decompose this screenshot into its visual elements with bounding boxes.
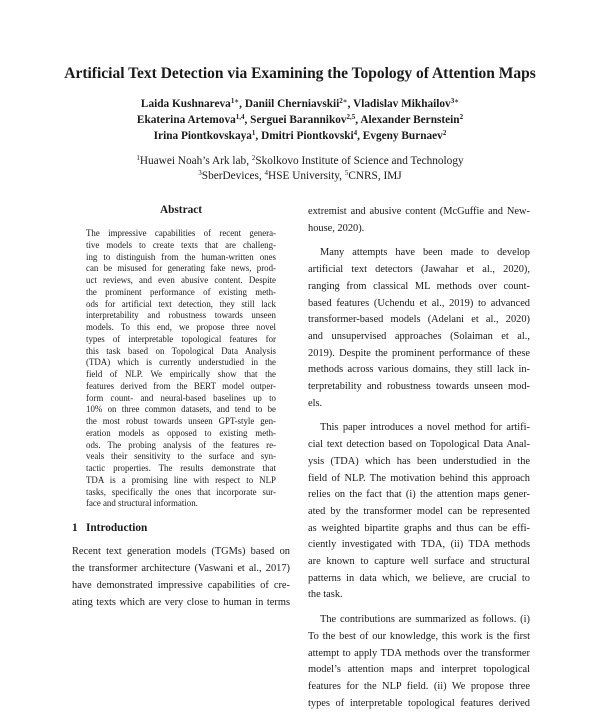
author-line: [0, 112, 600, 128]
abstract-line: can be misused for generating fake news, prod-: [86, 263, 276, 274]
body-line: the task.: [308, 589, 343, 601]
body-line: attempt to apply TDA methods over the transformer: [308, 647, 530, 659]
body-line: terpretability and robustness towards unseen mod-: [308, 381, 530, 393]
abstract-line: features derived from the BERT model outper-: [86, 380, 276, 391]
paper-title: Artificial Text Detection via Examining the Topology of Attention Maps: [64, 65, 536, 82]
introduction-body: [72, 543, 290, 611]
section-number: 1: [72, 522, 78, 534]
affiliation-mark: 2: [251, 154, 256, 162]
author: [357, 130, 446, 142]
author-name: Serguei Barannikov: [250, 114, 347, 126]
body-line: methods across various domains, they still lack in-: [308, 364, 530, 376]
abstract-line: form count- and neural-based baselines up to: [86, 392, 276, 403]
body-line: The contributions are summarized as follows. (i): [320, 614, 530, 626]
author-affiliation-mark: 2∗: [339, 97, 348, 105]
abstract-line: veals their sensitivity to the surface and syn-: [86, 451, 276, 462]
body-line: transformer-based models (Adelani et al., 2020): [308, 314, 530, 326]
abstract-line: ods for artificial text detection, they still lack: [86, 298, 276, 309]
author: [245, 114, 356, 126]
affiliation-line: [0, 154, 600, 169]
abstract-line: ods. The probing analysis of the features re-: [86, 439, 276, 450]
author-name: Dmitri Piontkovski: [261, 130, 354, 142]
affiliation-name: CNRS, IMJ: [348, 170, 402, 182]
author-name: Ekaterina Artemova: [136, 114, 236, 126]
affiliation-mark: 1: [136, 154, 140, 162]
body-line: and unsupervised approaches (Solaiman et al.,: [308, 330, 530, 342]
affiliation-name: HSE University: [268, 170, 340, 182]
body-line: are known to capture well surface and structural: [308, 556, 530, 568]
author-affiliation-mark: 4: [353, 129, 358, 137]
body-line: features for the NLP field. (ii) We propose three: [308, 680, 530, 692]
author-line: [0, 96, 600, 112]
affiliation-mark: 4: [264, 169, 269, 177]
author-line: [0, 128, 600, 144]
paragraph: [308, 245, 530, 412]
body-line: extremist and abusive content (McGuffie and New-: [308, 206, 530, 217]
abstract-line: face and structural information.: [86, 498, 198, 509]
author: [239, 98, 347, 110]
paragraph: [308, 204, 530, 237]
affiliation: [136, 155, 246, 167]
abstract-line: tive models to create texts that are challeng-: [86, 239, 276, 250]
paragraph: [308, 420, 530, 604]
abstract-heading: Abstract: [159, 204, 203, 216]
body-line: cial text detection based on Topological Data Anal-: [308, 439, 530, 451]
author-name: Alexander Bernstein: [360, 114, 460, 126]
affiliation: [339, 170, 402, 182]
body-line: artificial text detectors (Jawahar et al., 2020),: [308, 264, 530, 276]
affiliation-list: [0, 154, 600, 184]
body-line: To the best of our knowledge, this work is the first: [308, 630, 530, 642]
body-line: Many attempts have been made to develop: [320, 247, 530, 259]
author-name: Laida Kushnareva: [140, 98, 231, 110]
abstract-line: (TDA) which is currently understudied in the: [86, 357, 276, 368]
body-line: patterns in data which, we believe, are crucial to: [308, 572, 530, 584]
affiliation-line: [0, 169, 600, 184]
author-affiliation-mark: 2,5: [346, 113, 356, 121]
body-line: This paper introduces a novel method for artifi-: [320, 422, 530, 434]
author: [154, 130, 256, 142]
author-name: Vladislav Mikhailov: [353, 98, 451, 110]
body-line: house, 2020).: [308, 222, 365, 234]
author: [137, 114, 245, 126]
author-list: [0, 96, 600, 144]
author-name: Evgeny Burnaev: [362, 130, 443, 142]
abstract-line: the prominent performance of existing meth-: [86, 286, 276, 297]
affiliation-name: Skolkovo Institute of Science and Technology: [255, 155, 464, 167]
body-line: relies on the fact that (i) the attention maps gener-: [308, 489, 530, 501]
author: [141, 98, 239, 110]
abstract-line: interpretability and robustness towards unseen: [86, 310, 276, 321]
abstract-line: TDA is a promising line with respect to NLP: [86, 474, 276, 485]
author-name: Daniil Cherniavskii: [244, 98, 340, 110]
abstract-line: tactic properties. The results demonstrate that: [86, 463, 276, 473]
abstract-body: [86, 228, 276, 510]
affiliation-name: SberDevices: [201, 170, 259, 182]
affiliation: [246, 155, 463, 167]
body-line: 2019). Despite the prominent performance of these: [308, 347, 530, 359]
abstract-line: models. To this end, we propose three novel: [86, 322, 276, 332]
abstract-line: field of NLP. We empirically show that the: [86, 369, 276, 379]
abstract-line: the most robust towards unseen GPT-style gen-: [86, 416, 276, 426]
author: [255, 130, 357, 142]
introduction-heading: [72, 522, 290, 538]
body-line: types of interpretable topological features derived: [308, 697, 530, 709]
section-title: Introduction: [86, 522, 148, 534]
abstract-line: eration models as opposed to existing meth-: [86, 427, 276, 438]
body-line: ciently investigated with TDA, (ii) TDA methods: [308, 539, 530, 551]
author: [355, 114, 463, 126]
abstract-line: types of interpretable topological features for: [86, 333, 276, 344]
abstract-line: uct reviews, and even abusive content. Despite: [86, 275, 276, 285]
body-line: ranging from classical ML methods over count-: [308, 280, 530, 292]
body-line: ating texts which are very close to human in terms: [72, 597, 290, 609]
author-name: Irina Piontkovskaya: [153, 130, 252, 142]
body-line: els.: [308, 397, 323, 409]
author-affiliation-mark: 1∗: [230, 97, 240, 105]
body-line: model’s attention maps and interpret topological: [308, 664, 530, 676]
abstract-line: tasks, specifically the ones that incorporate sur-: [86, 486, 276, 497]
body-line: field of NLP. The motivation behind this approach: [308, 472, 530, 484]
affiliation-name: Huawei Noah’s Ark lab: [139, 155, 247, 167]
abstract-line: 10% on three common datasets, and tend to be: [86, 404, 276, 415]
body-line: Recent text generation models (TGMs) based on: [72, 546, 290, 557]
author-affiliation-mark: 2: [442, 129, 447, 137]
right-column: [308, 204, 530, 712]
abstract-line: ing to distinguish from the human-written ones: [86, 251, 276, 262]
body-line: the transformer architecture (Vaswani et al., 2017): [72, 563, 290, 575]
body-line: ysis (TDA) which has been understudied in the: [308, 455, 530, 467]
author-affiliation-mark: 1: [251, 129, 256, 137]
author-affiliation-mark: 1,4: [235, 113, 245, 121]
body-line: have demonstrated impressive capabilities of cre-: [72, 580, 290, 592]
body-line: based features (Uchendu et al., 2019) to advanced: [308, 297, 530, 309]
affiliation-mark: 5: [344, 169, 349, 177]
abstract-line: The impressive capabilities of recent genera-: [86, 228, 276, 238]
affiliation: [259, 170, 339, 182]
author-affiliation-mark: 3∗: [450, 97, 460, 105]
body-line: as weighted bipartite graphs and thus can be effi-: [308, 522, 530, 534]
abstract-line: this task based on Topological Data Analysis: [86, 345, 276, 356]
author: [348, 98, 459, 110]
body-line: ated by the transformer model can be represented: [308, 505, 530, 517]
left-column: [72, 204, 290, 611]
paragraph: [308, 612, 530, 712]
affiliation: [198, 170, 259, 182]
affiliation-mark: 3: [198, 169, 202, 177]
author-affiliation-mark: 2: [459, 113, 464, 121]
